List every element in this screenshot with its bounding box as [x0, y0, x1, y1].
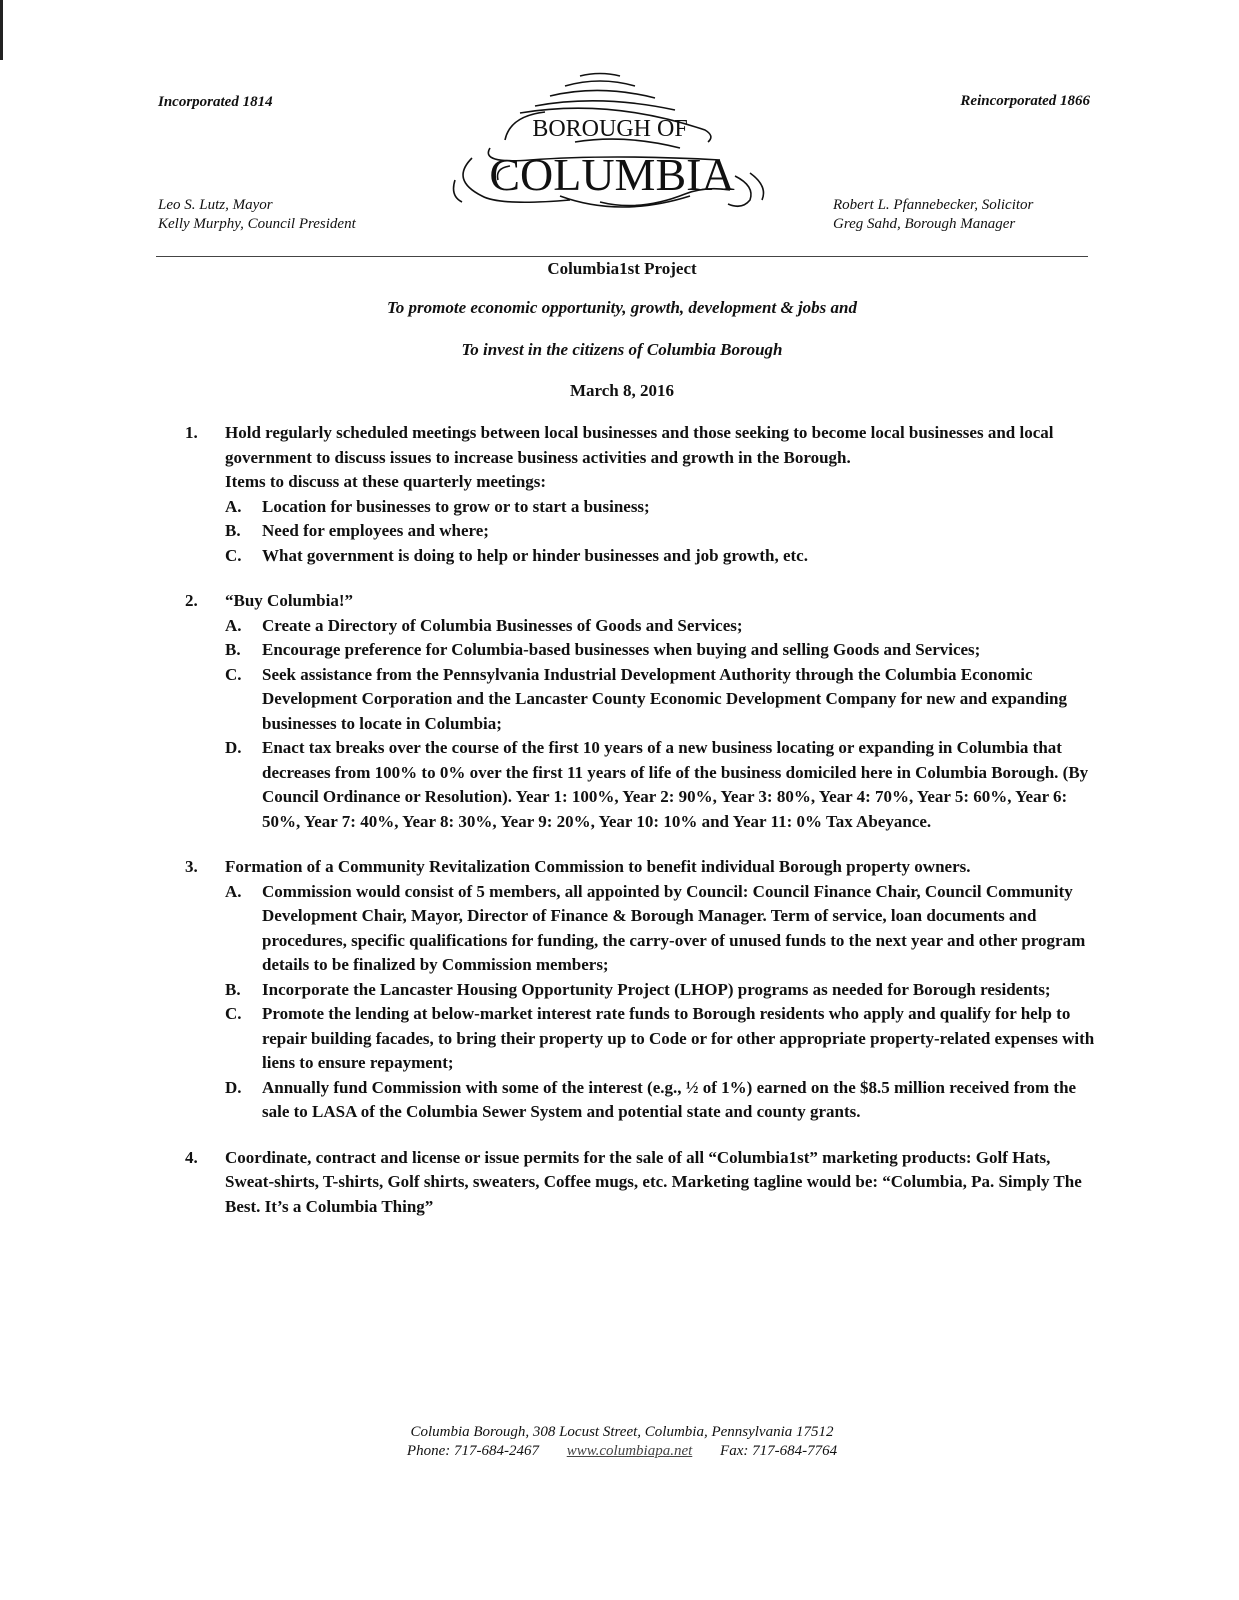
sub-item-letter: C.: [225, 664, 242, 684]
list-item: [185, 1146, 1100, 1220]
item-note: Items to discuss at these quarterly meetings:: [225, 472, 547, 491]
sub-item-letter: B.: [225, 979, 241, 999]
sub-item-text: What government is doing to help or hinder businesses and job growth, etc.: [262, 545, 808, 565]
sub-item: [225, 495, 1100, 520]
sub-item: [225, 519, 1100, 544]
item-text: Hold regularly scheduled meetings between local businesses and those seeking to become local businesses and local government to discuss issues to increase business activities and growth in the Borough.: [225, 423, 1054, 467]
footer-phone: Phone: 717-684-2467: [406, 1443, 539, 1459]
sub-item-letter: C.: [225, 545, 242, 565]
sub-item: [225, 544, 1100, 569]
list-item: [185, 421, 1100, 568]
scan-edge-mark: [0, 0, 3, 60]
sub-item: [225, 638, 1100, 663]
sub-item: [225, 880, 1100, 978]
footer-website-link[interactable]: www.columbiapa.net: [566, 1443, 693, 1459]
sub-item: [225, 736, 1100, 834]
sub-item-letter: D.: [225, 738, 242, 757]
footer-fax: Fax: 717-684-7764: [720, 1443, 838, 1459]
item-number: 2.: [185, 591, 198, 610]
sub-item-letter: C.: [225, 1004, 242, 1023]
numbered-list: [185, 421, 1100, 1240]
borough-of-columbia-logo: [450, 68, 775, 218]
list-item: [185, 855, 1100, 1125]
right-officials: [833, 196, 1033, 234]
incorporated-date: Incorporated 1814: [158, 94, 273, 110]
item-text: Coordinate, contract and license or issue permits for the sale of all “Columbia1st” marketing products: Golf Hats, Sweat-shirts, T-shirts, Golf shirts, sweaters, Coffee mugs, etc. Marketing tagline would be: “Columbia, Pa. Simply The Best. It’s a Columbia Thing”: [225, 1147, 1082, 1216]
logo-line-columbia: COLUMBIA: [489, 149, 735, 200]
footer-address: Columbia Borough, 308 Locust Street, Columbia, Pennsylvania 17512: [410, 1424, 834, 1440]
sub-item-text: Promote the lending at below-market interest rate funds to Borough residents who apply and qualify for help to repair building facades, to bring their property up to Code or for other appropriate property-related expenses with liens to ensure repayment;: [262, 1004, 1095, 1072]
logo-line-borough-of: BOROUGH OF: [532, 116, 688, 142]
sub-item: [225, 1002, 1100, 1076]
sub-item-letter: A.: [225, 615, 242, 635]
item-text: “Buy Columbia!”: [225, 591, 353, 610]
sub-item-text: Enact tax breaks over the course of the first 10 years of a new business locating or expanding in Columbia that decreases from 100% to 0% over the first 11 years of life of the business domiciled here in Columbia Borough. (By Council Ordinance or Resolution). Year 1: 100%, Year 2: 90%, Year 3: 80%, Year 4: 70%, Year 5: 60%, Year 6: 50%, Year 7: 40%, Year 8: 30%, Year 9: 20%, Year 10: 10% and Year 11: 0% Tax Abeyance.: [262, 738, 1089, 831]
document-subtitle-1: To promote economic opportunity, growth, development & jobs and: [386, 298, 858, 317]
sub-item-letter: D.: [225, 1077, 242, 1097]
sub-item-letter: B.: [225, 521, 241, 540]
sub-item: [225, 1076, 1100, 1125]
sub-item-text: Encourage preference for Columbia-based businesses when buying and selling Goods and Services;: [262, 640, 981, 659]
footer-contact: [156, 1443, 1088, 1460]
sub-item: [225, 663, 1100, 737]
sub-item-letter: A.: [225, 496, 242, 516]
sub-item: [225, 978, 1100, 1003]
sub-item-letter: A.: [225, 881, 242, 901]
document-title: Columbia1st Project: [547, 259, 697, 278]
reincorporated-date: Reincorporated 1866: [960, 93, 1090, 109]
solicitor-name: Robert L. Pfannebecker, Solicitor: [833, 197, 1034, 213]
item-number: 3.: [185, 857, 198, 876]
sub-item-text: Seek assistance from the Pennsylvania Industrial Development Authority through the Columbia Economic Development Corporation and the Lancaster County Economic Development Company for new and expanding businesses to locate in Columbia;: [262, 664, 1068, 733]
list-item: [185, 589, 1100, 834]
left-officials: [158, 196, 356, 234]
item-number: 4.: [185, 1147, 198, 1167]
sub-item-letter: B.: [225, 640, 241, 659]
document-date: March 8, 2016: [569, 381, 675, 400]
sub-item-text: Commission would consist of 5 members, all appointed by Council: Council Finance Chair, Council Community Development Chair, Mayor, Director of Finance & Borough Manager. Term of service, loan documents and procedures, specific qualifications for funding, the carry-over of unused funds to the next year and other program details to be finalized by Commission members;: [262, 881, 1086, 974]
sub-item-text: Create a Directory of Columbia Businesses of Goods and Services;: [262, 615, 743, 635]
item-number: 1.: [185, 423, 198, 442]
header-divider: [156, 256, 1088, 257]
sub-item-text: Incorporate the Lancaster Housing Opportunity Project (LHOP) programs as needed for Borough residents;: [262, 979, 1051, 999]
sub-item-text: Need for employees and where;: [262, 521, 489, 540]
mayor-name: Leo S. Lutz, Mayor: [158, 197, 273, 213]
council-president-name: Kelly Murphy, Council President: [158, 216, 356, 232]
sub-item-text: Location for businesses to grow or to start a business;: [262, 496, 650, 516]
item-text: Formation of a Community Revitalization Commission to benefit individual Borough property owners.: [225, 857, 971, 876]
sub-item: [225, 614, 1100, 639]
borough-manager-name: Greg Sahd, Borough Manager: [833, 216, 1016, 232]
document-subtitle-2: To invest in the citizens of Columbia Borough: [461, 340, 783, 359]
sub-item-text: Annually fund Commission with some of the interest (e.g., ½ of 1%) earned on the $8.5 million received from the sale to LASA of the Columbia Sewer System and potential state and county grants.: [262, 1077, 1077, 1121]
